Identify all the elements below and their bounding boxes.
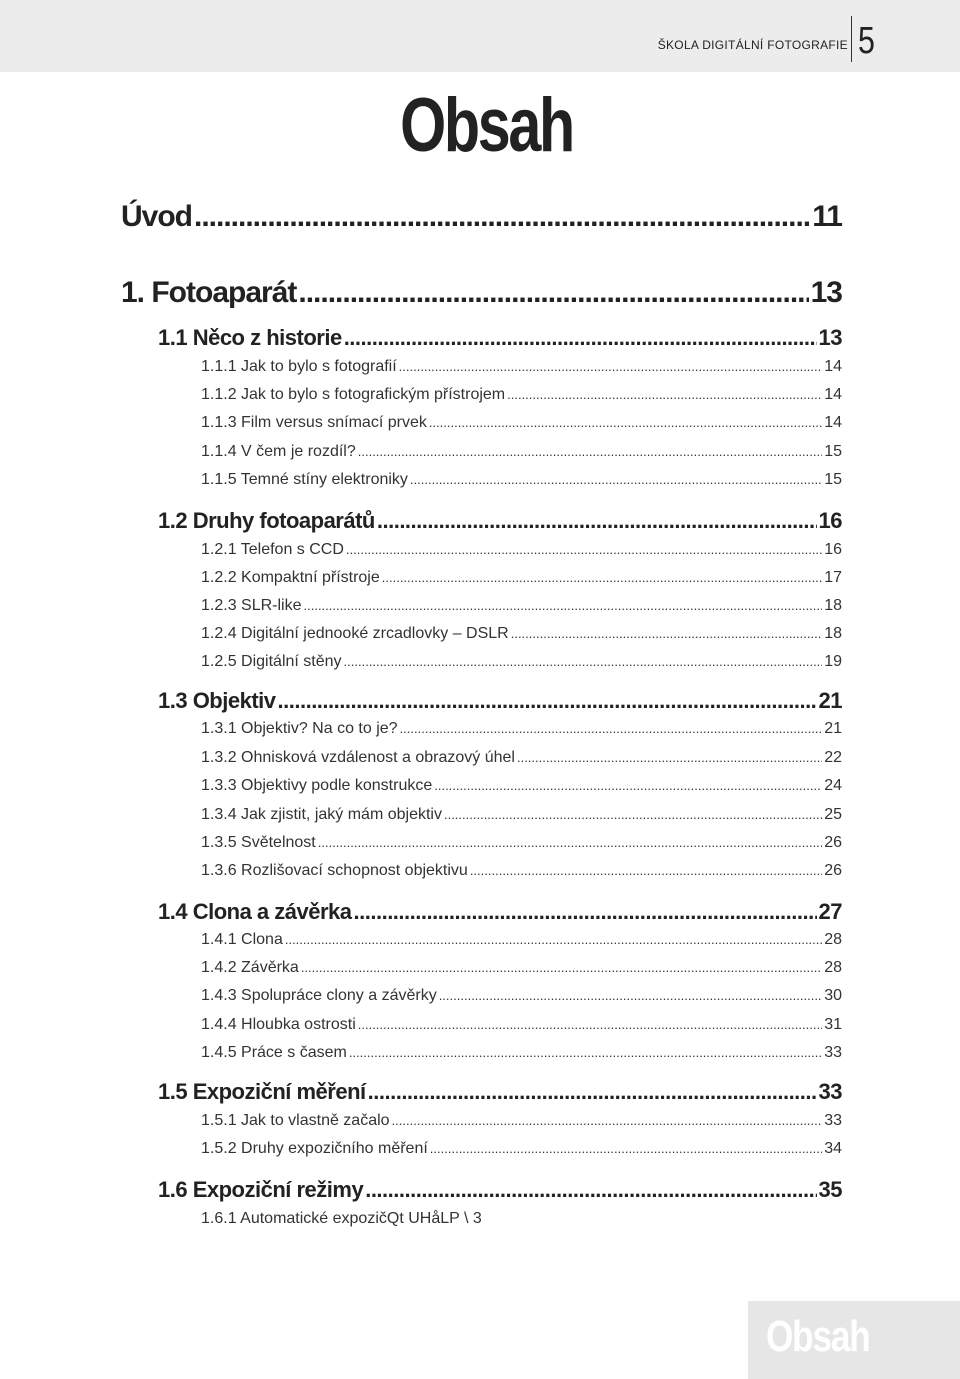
toc-subsection[interactable] bbox=[201, 569, 842, 587]
toc-entry-label: 1.2.5 Digitální stěny bbox=[201, 653, 342, 670]
toc-entry-page: 17 bbox=[824, 569, 842, 586]
toc-subsection[interactable] bbox=[201, 386, 842, 404]
toc-entry-page: 26 bbox=[824, 862, 842, 879]
toc-entry-page: 27 bbox=[818, 899, 842, 924]
dot-leader bbox=[344, 654, 823, 669]
toc-entry-label: 1.2 Druhy fotoaparátů bbox=[158, 508, 375, 533]
toc-section[interactable] bbox=[158, 325, 842, 351]
toc-entry-label: Úvod bbox=[121, 200, 192, 233]
dot-leader bbox=[365, 1177, 816, 1203]
dot-leader bbox=[430, 1141, 822, 1156]
toc-entry-page: 14 bbox=[824, 414, 842, 431]
toc-chapter[interactable] bbox=[121, 200, 842, 234]
toc-entry-label: 1.3.6 Rozlišovací schopnost objektivu bbox=[201, 862, 468, 879]
toc-entry-label: 1.2.1 Telefon s CCD bbox=[201, 541, 344, 558]
toc-subsection[interactable] bbox=[201, 443, 842, 461]
toc-entry-page: 15 bbox=[824, 443, 842, 460]
toc-entry-label: 1.1.2 Jak to bylo s fotografickým přístrojem bbox=[201, 386, 506, 403]
toc-entry-label: 1.6.1 Automatické expozičQt UHåLP \ 3 bbox=[201, 1210, 482, 1227]
toc-entry-page: 28 bbox=[824, 959, 842, 976]
dot-leader bbox=[517, 750, 822, 765]
toc-subsection[interactable] bbox=[201, 1016, 842, 1034]
toc-entry-label: 1.3 Objektiv bbox=[158, 688, 276, 713]
toc-section[interactable] bbox=[158, 508, 842, 534]
dot-leader bbox=[434, 778, 822, 793]
dot-leader bbox=[392, 1113, 823, 1128]
toc-entry-label: 1.1 Něco z historie bbox=[158, 325, 342, 350]
toc-subsection[interactable] bbox=[201, 471, 842, 489]
toc-entry-label: 1.2.4 Digitální jednooké zrcadlovky – DSLR bbox=[201, 625, 509, 642]
toc-entry-page: 14 bbox=[824, 358, 842, 375]
dot-leader bbox=[444, 807, 822, 822]
dot-leader bbox=[318, 835, 822, 850]
toc-subsection[interactable] bbox=[201, 777, 842, 795]
toc-entry-label: 1.5 Expoziční měření bbox=[158, 1079, 366, 1104]
toc-entry-page: 13 bbox=[810, 276, 842, 309]
dot-leader bbox=[285, 932, 822, 947]
toc-entry-label: 1. Fotoaparát bbox=[121, 276, 297, 309]
footer-label: Obsah bbox=[766, 1312, 870, 1361]
dot-leader bbox=[382, 570, 822, 585]
toc-subsection[interactable] bbox=[201, 1044, 842, 1062]
toc-entry-label: 1.4.4 Hloubka ostrosti bbox=[201, 1016, 356, 1033]
toc-section[interactable] bbox=[158, 688, 842, 714]
toc-entry-label: 1.4.3 Spolupráce clony a závěrky bbox=[201, 987, 437, 1004]
dot-leader bbox=[358, 1017, 822, 1032]
dot-leader bbox=[400, 721, 823, 736]
dot-leader bbox=[349, 1045, 822, 1060]
dot-leader bbox=[399, 359, 823, 374]
dot-leader bbox=[429, 415, 822, 430]
toc-subsection[interactable] bbox=[201, 720, 842, 738]
toc-entry-label: 1.2.3 SLR-like bbox=[201, 597, 302, 614]
toc-entry-page: 21 bbox=[818, 688, 842, 713]
toc-entry-label: 1.4 Clona a závěrka bbox=[158, 899, 352, 924]
toc-entry-label: 1.2.2 Kompaktní přístroje bbox=[201, 569, 380, 586]
toc-subsection[interactable] bbox=[201, 959, 842, 977]
toc-entry-label: 1.4.5 Práce s časem bbox=[201, 1044, 347, 1061]
dot-leader bbox=[346, 542, 822, 557]
toc-entry-label: 1.1.5 Temné stíny elektroniky bbox=[201, 471, 408, 488]
toc-entry-label: 1.4.1 Clona bbox=[201, 931, 283, 948]
toc-subsection[interactable] bbox=[201, 749, 842, 767]
series-title: ŠKOLA DIGITÁLNÍ FOTOGRAFIE bbox=[657, 38, 848, 52]
toc-entry-label: 1.1.1 Jak to bylo s fotografií bbox=[201, 358, 397, 375]
toc-entry-label: 1.3.4 Jak zjistit, jaký mám objektiv bbox=[201, 806, 442, 823]
toc-entry-page: 34 bbox=[824, 1140, 842, 1157]
dot-leader bbox=[301, 960, 822, 975]
toc-section[interactable] bbox=[158, 1079, 842, 1105]
toc-entry-page: 33 bbox=[818, 1079, 842, 1104]
toc-entry-page: 33 bbox=[824, 1112, 842, 1129]
toc-subsection[interactable] bbox=[201, 1112, 842, 1130]
dot-leader bbox=[511, 626, 822, 641]
toc-entry-page: 15 bbox=[824, 471, 842, 488]
toc-entry-page: 33 bbox=[824, 1044, 842, 1061]
dot-leader bbox=[358, 444, 822, 459]
toc-subsection[interactable] bbox=[201, 806, 842, 824]
toc-entry-page: 21 bbox=[824, 720, 842, 737]
toc-entry-page: 13 bbox=[818, 325, 842, 350]
toc-entry-page: 25 bbox=[824, 806, 842, 823]
dot-leader bbox=[410, 472, 822, 487]
dot-leader bbox=[507, 387, 822, 402]
toc-entry-page: 19 bbox=[824, 653, 842, 670]
toc-entry-label: 1.3.5 Světelnost bbox=[201, 834, 316, 851]
toc-subsection[interactable] bbox=[201, 541, 842, 559]
toc-entry-label: 1.6 Expoziční režimy bbox=[158, 1177, 364, 1202]
toc-entry-label: 1.1.4 V čem je rozdíl? bbox=[201, 443, 356, 460]
toc-entry-label: 1.3.3 Objektivy podle konstrukce bbox=[201, 777, 433, 794]
toc-subsection[interactable] bbox=[201, 987, 842, 1005]
toc-entry-page: 16 bbox=[818, 508, 842, 533]
toc-entry-truncated bbox=[201, 1210, 482, 1228]
dot-leader bbox=[344, 325, 817, 351]
dot-leader bbox=[298, 276, 808, 310]
header-divider bbox=[851, 16, 852, 62]
page-number: 5 bbox=[858, 20, 875, 62]
dot-leader bbox=[354, 899, 817, 925]
toc-section[interactable] bbox=[158, 1177, 842, 1203]
toc-subsection[interactable] bbox=[201, 653, 842, 671]
toc-subsection[interactable] bbox=[201, 597, 842, 615]
toc-subsection[interactable] bbox=[201, 625, 842, 643]
toc-entry-page: 22 bbox=[824, 749, 842, 766]
toc-entry-label: 1.3.2 Ohnisková vzdálenost a obrazový úhel bbox=[201, 749, 515, 766]
dot-leader bbox=[194, 200, 810, 234]
dot-leader bbox=[368, 1079, 817, 1105]
toc-entry-label: 1.1.3 Film versus snímací prvek bbox=[201, 414, 427, 431]
toc-entry-label: 1.3.1 Objektiv? Na co to je? bbox=[201, 720, 398, 737]
toc-subsection[interactable] bbox=[201, 358, 842, 376]
toc-entry-page: 18 bbox=[824, 625, 842, 642]
dot-leader bbox=[278, 688, 817, 714]
dot-leader bbox=[470, 863, 822, 878]
toc-subsection[interactable] bbox=[201, 414, 842, 432]
toc-entry-page: 16 bbox=[824, 541, 842, 558]
dot-leader bbox=[377, 508, 817, 534]
dot-leader bbox=[439, 988, 823, 1003]
toc-entry-label: 1.5.2 Druhy expozičního měření bbox=[201, 1140, 428, 1157]
toc-subsection[interactable] bbox=[201, 1140, 842, 1158]
page-title: Obsah bbox=[400, 83, 573, 168]
toc-entry-page: 24 bbox=[824, 777, 842, 794]
toc-entry-page: 31 bbox=[824, 1016, 842, 1033]
toc-subsection[interactable] bbox=[201, 931, 842, 949]
dot-leader bbox=[304, 598, 823, 613]
toc-subsection[interactable] bbox=[201, 862, 842, 880]
toc-entry-page: 35 bbox=[818, 1177, 842, 1202]
toc-entry-page: 14 bbox=[824, 386, 842, 403]
toc-entry-page: 11 bbox=[812, 200, 842, 233]
toc-chapter[interactable] bbox=[121, 276, 842, 310]
toc-entry-page: 28 bbox=[824, 931, 842, 948]
toc-subsection[interactable] bbox=[201, 834, 842, 852]
toc-section[interactable] bbox=[158, 899, 842, 925]
toc-entry-page: 30 bbox=[824, 987, 842, 1004]
toc-entry-page: 26 bbox=[824, 834, 842, 851]
toc-entry-page: 18 bbox=[824, 597, 842, 614]
header-bar bbox=[0, 0, 960, 72]
toc-entry-label: 1.5.1 Jak to vlastně začalo bbox=[201, 1112, 390, 1129]
toc-entry-label: 1.4.2 Závěrka bbox=[201, 959, 299, 976]
